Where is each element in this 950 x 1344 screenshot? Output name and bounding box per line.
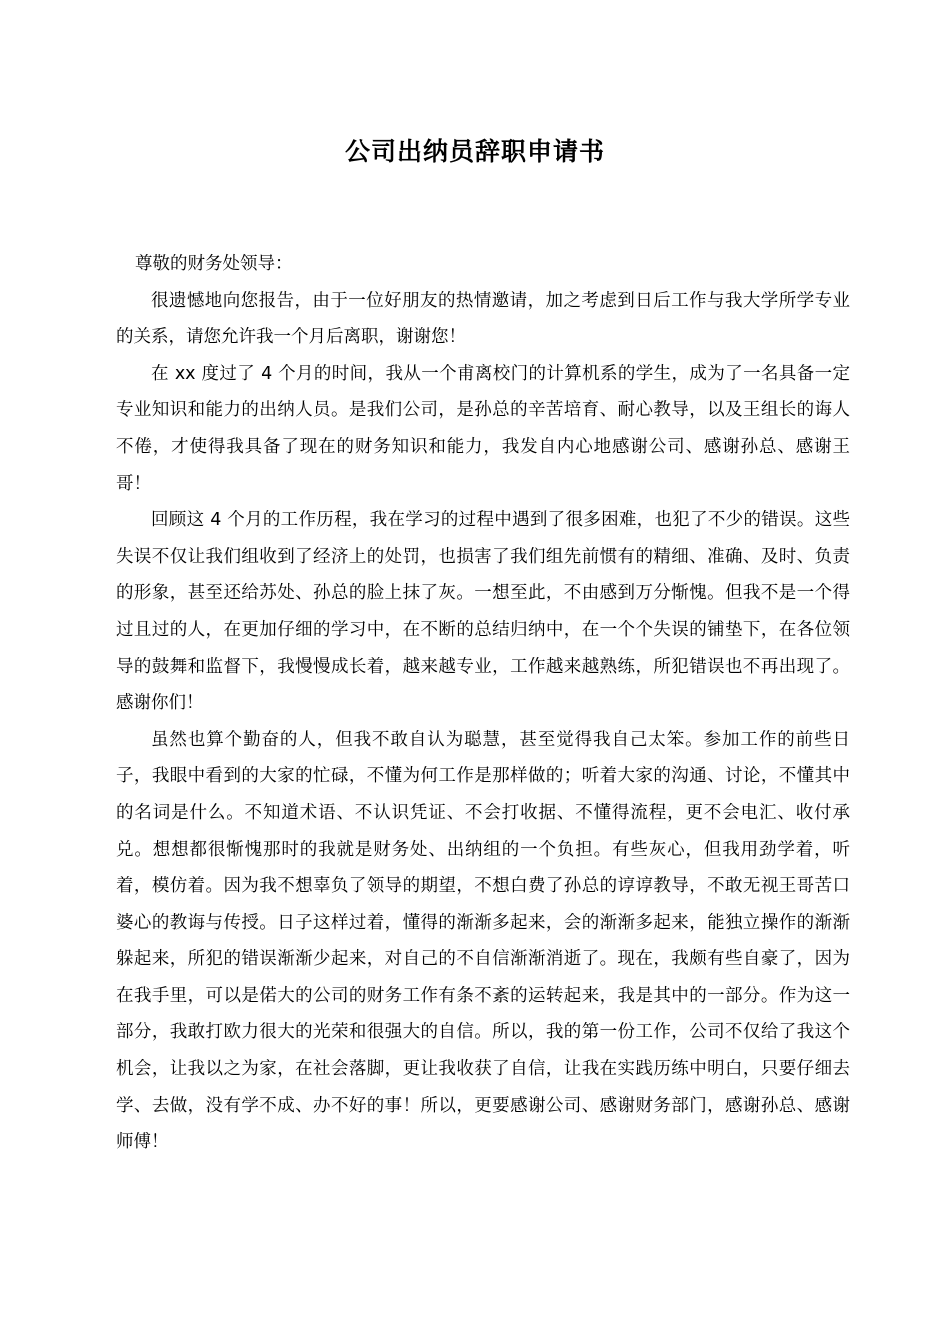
paragraph: 虽然也算个勤奋的人，但我不敢自认为聪慧，甚至觉得我自己太笨。参加工作的前些日子，我眼中看到的大家的忙碌，不懂为何工作是那样做的；听着大家的沟通、讨论，不懂其中的名词是什么。不知道术语、不认识凭证、不会打收据、不懂得流程，更不会电汇、收付承兑。想想都很惭愧那时的我就是财务处、出纳组的一个负担。有些灰心，但我用劲学着，听着，模仿着。因为我不想辜负了领导的期望，不想白费了孙总的谆谆教导，不敢无视王哥苦口婆心的教诲与传授。日子这样过着，懂得的渐渐多起来，会的渐渐多起来，能独立操作的渐渐躲起来，所犯的错误渐渐少起来，对自己的不自信渐渐消逝了。现在，我颇有些自豪了，因为在我手里，可以是偌大的公司的财务工作有条不紊的运转起来，我是其中的一部分。作为这一部分，我敢打欧力很大的光荣和很强大的自信。所以，我的第一份工作，公司不仅给了我这个机会，让我以之为家，在社会落脚，更让我收获了自信，让我在实践历练中明白，只要仔细去学、去做，没有学不成、办不好的事！所以，更要感谢公司、感谢财务部门，感谢孙总、感谢师傅！ xyxy=(116,729,850,1153)
paragraph: 在 xx 度过了 4 个月的时间，我从一个甫离校门的计算机系的学生，成为了一名具备一定专业知识和能力的出纳人员。是我们公司，是孙总的辛苦培育、耐心教导，以及王组长的诲人不倦，才使得我具备了现在的财务知识和能力，我发自内心地感谢公司、感谢孙总、感谢王哥！ xyxy=(116,363,850,494)
paragraph: 回顾这 4 个月的工作历程，我在学习的过程中遇到了很多困难，也犯了不少的错误。这些失误不仅让我们组收到了经济上的处罚，也损害了我们组先前惯有的精细、准确、及时、负责的形象，甚至还给苏处、孙总的脸上抹了灰。一想至此，不由感到万分惭愧。但我不是一个得过且过的人，在更加仔细的学习中，在不断的总结归纳中，在一个个失误的铺垫下，在各位领导的鼓舞和监督下，我慢慢成长着，越来越专业，工作越来越熟练，所犯错误也不再出现了。感谢你们！ xyxy=(116,510,850,714)
document-title: 公司出纳员辞职申请书 xyxy=(344,137,605,166)
paragraph: 很遗憾地向您报告，由于一位好朋友的热情邀请，加之考虑到日后工作与我大学所学专业的关系，请您允许我一个月后离职，谢谢您！ xyxy=(116,290,850,348)
salutation: 尊敬的财务处领导： xyxy=(135,254,293,274)
document-body xyxy=(116,246,850,1161)
